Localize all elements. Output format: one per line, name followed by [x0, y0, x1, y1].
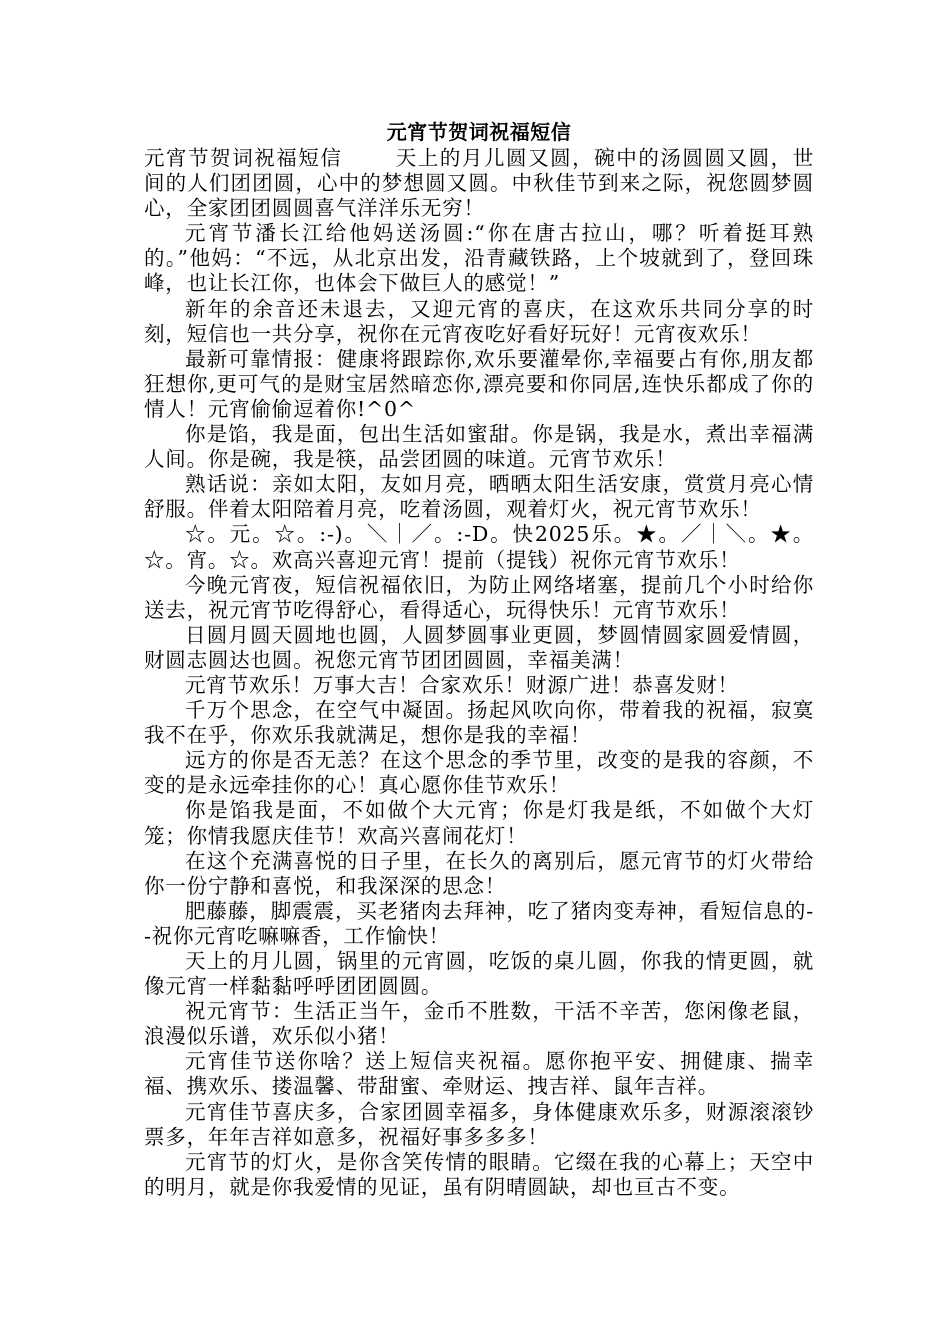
paragraph: 远方的你是否无恙？在这个思念的季节里，改变的是我的容颜，不变的是永远牵挂你的心！真心愿你佳节欢乐！: [144, 748, 814, 798]
lead-label: 元宵节贺词祝福短信: [144, 146, 343, 170]
paragraph: 最新可靠情报：健康将跟踪你,欢乐要灌晕你,幸福要占有你,朋友都狂想你,更可气的是财宝居然暗恋你,漂亮要和你同居,连快乐都成了你的情人！元宵偷偷逗着你!^0^: [144, 346, 814, 421]
paragraph: 元宵节的灯火，是你含笑传情的眼睛。它缀在我的心幕上；天空中的明月，就是你我爱情的见证，虽有阴晴圆缺，却也亘古不变。: [144, 1149, 814, 1199]
paragraph: 在这个充满喜悦的日子里，在长久的离别后，愿元宵节的灯火带给你一份宁静和喜悦，和我深深的思念！: [144, 848, 814, 898]
paragraph: ☆。元。☆。:-)。＼｜／。:-D。快2025乐。★。／｜＼。★。☆。宵。☆。欢高兴喜迎元宵！提前（提钱）祝你元宵节欢乐！: [144, 522, 814, 572]
paragraph: 熟话说：亲如太阳，友如月亮，晒晒太阳生活安康，赏赏月亮心情舒服。伴着太阳陪着月亮，吃着汤圆，观着灯火，祝元宵节欢乐！: [144, 472, 814, 522]
paragraph: 肥藤藤，脚震震，买老猪肉去拜神，吃了猪肉变寿神，看短信息的--祝你元宵吃嘛嘛香，工作愉快！: [144, 898, 814, 948]
paragraph: 元宵佳节送你啥？送上短信夹祝福。愿你抱平安、拥健康、揣幸福、携欢乐、搂温馨、带甜蜜、牵财运、拽吉祥、鼠年吉祥。: [144, 1049, 814, 1099]
paragraph: 祝元宵节：生活正当午，金币不胜数，干活不辛苦，您闲像老鼠，浪漫似乐谱，欢乐似小猪！: [144, 999, 814, 1049]
paragraph: 天上的月儿圆，锅里的元宵圆，吃饭的桌儿圆，你我的情更圆，就像元宵一样黏黏呼呼团团圆圆。: [144, 949, 814, 999]
paragraph: 今晚元宵夜，短信祝福依旧，为防止网络堵塞，提前几个小时给你送去，祝元宵节吃得舒心，看得适心，玩得快乐！元宵节欢乐！: [144, 572, 814, 622]
document-body: [144, 146, 814, 1200]
paragraph: 日圆月圆天圆地也圆，人圆梦圆事业更圆，梦圆情圆家圆爱情圆，财圆志圆达也圆。祝您元宵节团团圆圆，幸福美满！: [144, 622, 814, 672]
paragraph: 你是馅，我是面，包出生活如蜜甜。你是锅，我是水，煮出幸福满人间。你是碗，我是筷，品尝团圆的味道。元宵节欢乐！: [144, 422, 814, 472]
document-title: 元宵节贺词祝福短信: [386, 120, 572, 144]
first-paragraph-text: 天上的月儿圆又圆，碗中的汤圆圆又圆，世间的人们团团圆，心中的梦想圆又圆。中秋佳节到来之际，祝您圆梦圆心，全家团团圆圆喜气洋洋乐无穷！: [144, 146, 814, 221]
paragraph: 新年的余音还未退去，又迎元宵的喜庆，在这欢乐共同分享的时刻，短信也一共分享，祝你在元宵夜吃好看好玩好！元宵夜欢乐！: [144, 296, 814, 346]
first-paragraph: [144, 146, 814, 221]
paragraph: 千万个思念，在空气中凝固。扬起风吹向你，带着我的祝福，寂寞我不在乎，你欢乐我就满足，想你是我的幸福！: [144, 698, 814, 748]
document-page: [144, 118, 814, 1200]
paragraph: 元宵节潘长江给他妈送汤圆:“你在唐古拉山，哪？听着挺耳熟的。”他妈：“不远，从北京出发，沿青藏铁路，上个坡就到了，登回珠峰，也让长江你，也体会下做巨人的感觉！”: [144, 221, 814, 296]
paragraph: 元宵节欢乐！万事大吉！合家欢乐！财源广进！恭喜发财！: [185, 672, 739, 697]
paragraph: 元宵佳节喜庆多，合家团圆幸福多，身体健康欢乐多，财源滚滚钞票多，年年吉祥如意多，祝福好事多多多！: [144, 1099, 814, 1149]
paragraph: 你是馅我是面，不如做个大元宵；你是灯我是纸，不如做个大灯笼；你情我愿庆佳节！欢高兴喜闹花灯！: [144, 798, 814, 848]
